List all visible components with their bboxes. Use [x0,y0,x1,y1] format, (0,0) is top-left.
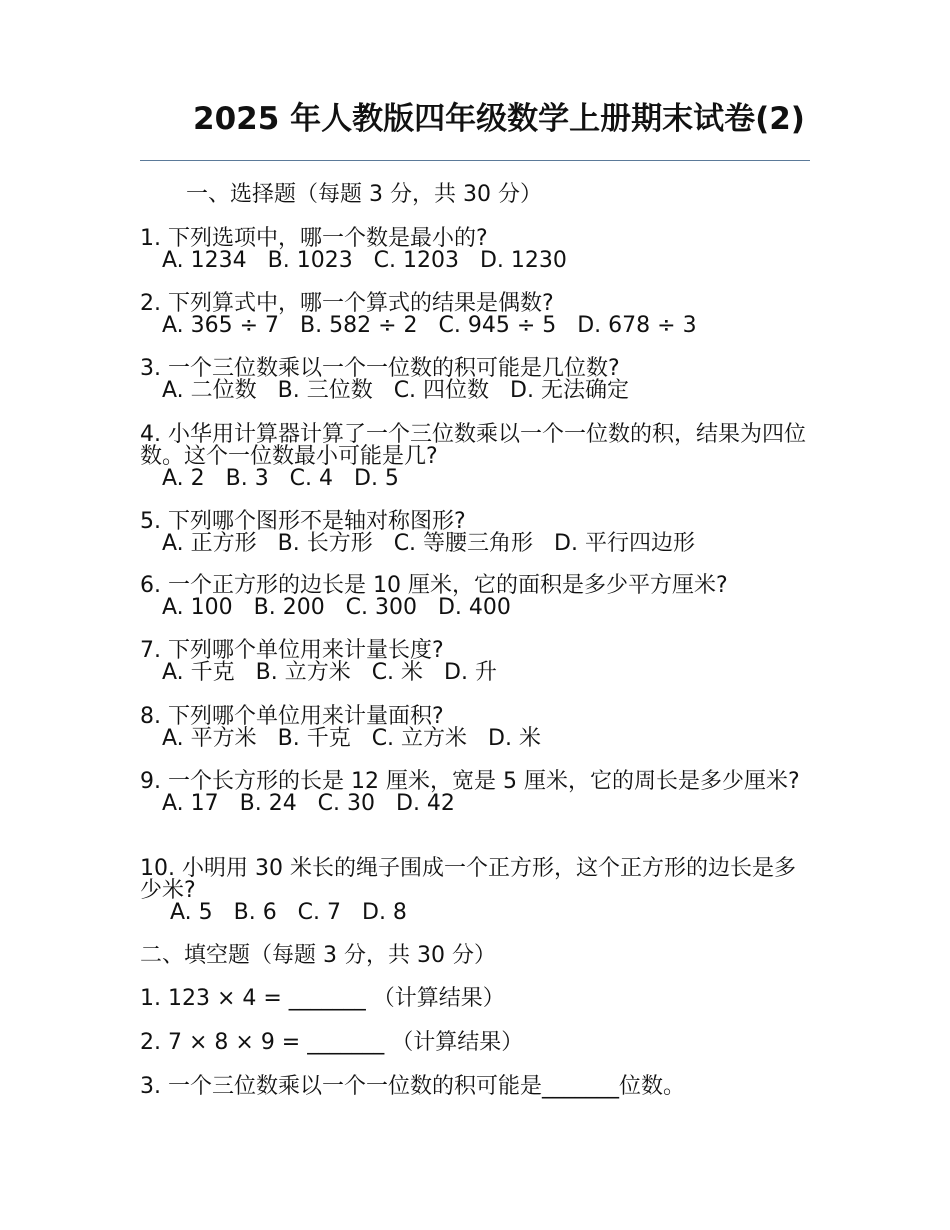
question-6 [140,575,810,619]
question-9 [140,771,810,815]
exam-title: 2025 年人教版四年级数学上册期末试卷(2) [193,101,805,137]
fill-item-1: 1. 123 × 4 = _______ （计算结果） [140,986,505,1011]
fill-item-3: 3. 一个三位数乘以一个一位数的积可能是_______位数。 [140,1074,685,1099]
title-divider [140,160,810,161]
question-stem: 2. 下列算式中，哪一个算式的结果是偶数? [140,291,554,316]
question-2 [140,293,810,337]
question-options: A. 17 B. 24 C. 30 D. 42 [162,791,455,816]
question-options: A. 正方形 B. 长方形 C. 等腰三角形 D. 平行四边形 [162,531,695,556]
question-options: A. 1234 B. 1023 C. 1203 D. 1230 [162,248,567,273]
question-options: A. 2 B. 3 C. 4 D. 5 [162,466,399,491]
question-options: A. 100 B. 200 C. 300 D. 400 [162,595,511,620]
question-4 [140,424,810,490]
question-options: A. 千克 B. 立方米 C. 米 D. 升 [162,660,497,685]
question-7 [140,640,810,684]
question-stem: 10. 小明用 30 米长的绳子围成一个正方形，这个正方形的边长是多少米? [140,856,796,903]
question-stem: 6. 一个正方形的边长是 10 厘米，它的面积是多少平方厘米? [140,573,728,598]
question-stem: 7. 下列哪个单位用来计量长度? [140,638,444,663]
question-8 [140,706,810,750]
question-stem: 4. 小华用计算器计算了一个三位数乘以一个一位数的积，结果为四位数。这个一位数最小可能是几? [140,422,806,469]
section-heading-choice: 一、选择题（每题 3 分，共 30 分） [186,182,542,207]
question-5 [140,511,810,555]
section-heading-fill: 二、填空题（每题 3 分，共 30 分） [140,943,496,968]
question-options: A. 365 ÷ 7 B. 582 ÷ 2 C. 945 ÷ 5 D. 678 ÷ 3 [162,313,697,338]
question-1 [140,228,810,272]
question-options: A. 5 B. 6 C. 7 D. 8 [170,900,407,925]
question-stem: 1. 下列选项中，哪一个数是最小的? [140,226,488,251]
question-3 [140,358,810,402]
question-stem: 8. 下列哪个单位用来计量面积? [140,704,444,729]
question-stem: 3. 一个三位数乘以一个一位数的积可能是几位数? [140,356,620,381]
question-10 [140,858,810,924]
question-options: A. 二位数 B. 三位数 C. 四位数 D. 无法确定 [162,378,629,403]
question-stem: 5. 下列哪个图形不是轴对称图形? [140,509,466,534]
question-stem: 9. 一个长方形的长是 12 厘米，宽是 5 厘米，它的周长是多少厘米? [140,769,800,794]
question-options: A. 平方米 B. 千克 C. 立方米 D. 米 [162,726,541,751]
fill-item-2: 2. 7 × 8 × 9 = _______ （计算结果） [140,1030,524,1055]
